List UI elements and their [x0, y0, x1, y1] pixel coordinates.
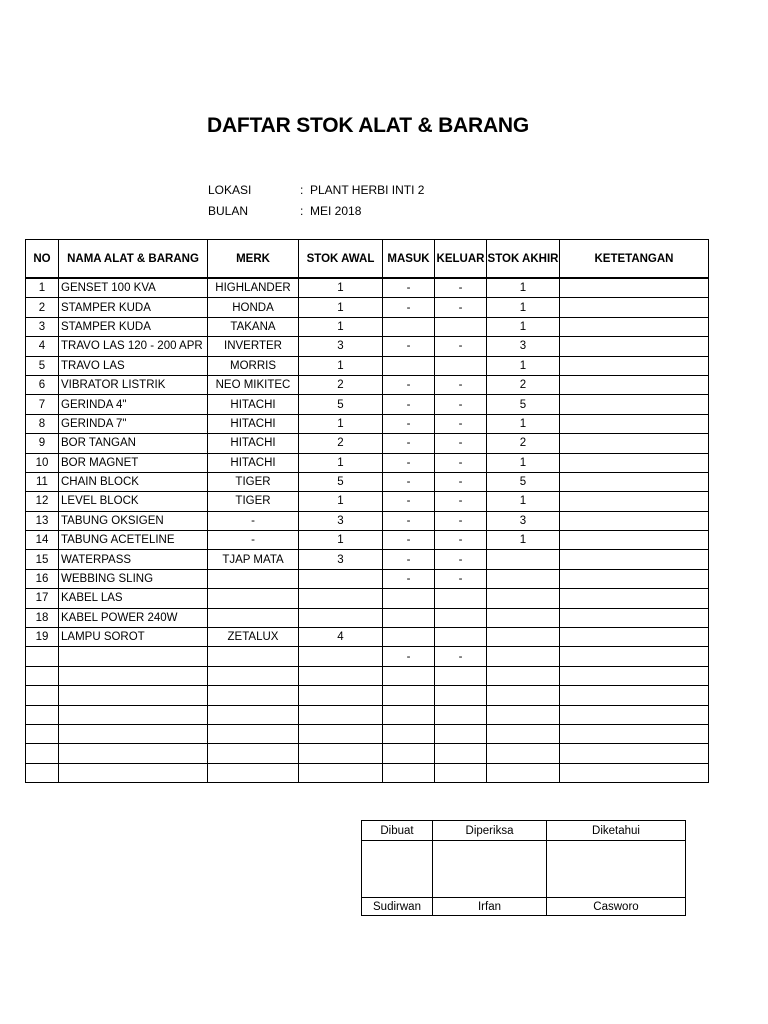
cell-keluar: - [435, 375, 487, 394]
table-row [26, 589, 709, 608]
cell-keterangan [560, 705, 709, 724]
cell-keterangan [560, 375, 709, 394]
col-header-stok-akhir: STOK AKHIR [487, 240, 560, 279]
sign-header-diperiksa: Diperiksa [433, 821, 547, 841]
cell-stok-akhir: 1 [487, 414, 560, 433]
cell-merk [208, 647, 299, 666]
cell-keluar [435, 317, 487, 336]
cell-keterangan [560, 589, 709, 608]
cell-stok-akhir: 1 [487, 317, 560, 336]
cell-merk: TJAP MATA [208, 550, 299, 569]
cell-keluar: - [435, 550, 487, 569]
cell-keluar: - [435, 531, 487, 550]
table-row [26, 763, 709, 782]
cell-stok-akhir: 1 [487, 298, 560, 317]
cell-no: 12 [26, 492, 59, 511]
cell-masuk [383, 589, 435, 608]
cell-nama: BOR MAGNET [59, 453, 208, 472]
cell-keterangan [560, 278, 709, 298]
cell-keterangan [560, 298, 709, 317]
cell-stok-akhir [487, 589, 560, 608]
cell-merk [208, 589, 299, 608]
cell-stok-akhir: 2 [487, 434, 560, 453]
cell-keluar: - [435, 434, 487, 453]
cell-keterangan [560, 569, 709, 588]
cell-masuk [383, 356, 435, 375]
cell-stok-awal: 1 [299, 453, 383, 472]
cell-keterangan [560, 356, 709, 375]
table-row [26, 511, 709, 530]
cell-merk [208, 666, 299, 685]
cell-keluar: - [435, 647, 487, 666]
cell-nama: KABEL POWER 240W [59, 608, 208, 627]
cell-keluar: - [435, 278, 487, 298]
bulan-label: BULAN [208, 204, 249, 218]
cell-keterangan [560, 531, 709, 550]
sign-header-diketahui: Diketahui [547, 821, 686, 841]
cell-stok-akhir [487, 550, 560, 569]
cell-stok-akhir [487, 763, 560, 782]
cell-keluar: - [435, 492, 487, 511]
cell-no [26, 724, 59, 743]
table-row [26, 395, 709, 414]
cell-merk: TIGER [208, 472, 299, 491]
table-row [26, 628, 709, 647]
table-row [26, 550, 709, 569]
cell-stok-awal [299, 589, 383, 608]
cell-stok-akhir [487, 628, 560, 647]
table-row [26, 414, 709, 433]
cell-nama: VIBRATOR LISTRIK [59, 375, 208, 394]
cell-no: 3 [26, 317, 59, 336]
cell-masuk [383, 705, 435, 724]
cell-stok-awal: 2 [299, 375, 383, 394]
cell-merk: ZETALUX [208, 628, 299, 647]
table-row [26, 434, 709, 453]
cell-keterangan [560, 686, 709, 705]
cell-stok-awal [299, 686, 383, 705]
cell-stok-akhir [487, 666, 560, 685]
cell-keluar: - [435, 337, 487, 356]
signer-name: Casworo [547, 898, 686, 916]
cell-no [26, 763, 59, 782]
cell-stok-awal: 5 [299, 395, 383, 414]
cell-no [26, 647, 59, 666]
table-row [26, 531, 709, 550]
cell-nama: GERINDA 4" [59, 395, 208, 414]
cell-masuk [383, 608, 435, 627]
cell-no: 1 [26, 278, 59, 298]
cell-no [26, 705, 59, 724]
cell-stok-awal [299, 608, 383, 627]
cell-stok-awal [299, 569, 383, 588]
cell-keluar: - [435, 414, 487, 433]
table-row [26, 569, 709, 588]
cell-keterangan [560, 395, 709, 414]
cell-nama: GERINDA 7" [59, 414, 208, 433]
cell-no: 19 [26, 628, 59, 647]
cell-nama: WEBBING SLING [59, 569, 208, 588]
cell-masuk: - [383, 375, 435, 394]
cell-nama: TRAVO LAS [59, 356, 208, 375]
signature-space-row [362, 841, 686, 898]
cell-stok-awal: 2 [299, 434, 383, 453]
col-header-keterangan: KETETANGAN [560, 240, 709, 279]
cell-nama [59, 666, 208, 685]
signature-box [547, 841, 686, 898]
cell-keterangan [560, 492, 709, 511]
table-row [26, 744, 709, 763]
cell-stok-awal: 1 [299, 492, 383, 511]
cell-masuk: - [383, 414, 435, 433]
cell-merk: HITACHI [208, 414, 299, 433]
cell-keluar [435, 705, 487, 724]
cell-merk: TIGER [208, 492, 299, 511]
cell-stok-akhir [487, 686, 560, 705]
cell-masuk: - [383, 531, 435, 550]
cell-keterangan [560, 628, 709, 647]
page-title: DAFTAR STOK ALAT & BARANG [207, 114, 530, 137]
cell-merk [208, 569, 299, 588]
cell-nama: TABUNG ACETELINE [59, 531, 208, 550]
cell-stok-akhir: 5 [487, 395, 560, 414]
cell-merk: HITACHI [208, 434, 299, 453]
cell-masuk: - [383, 453, 435, 472]
cell-keterangan [560, 608, 709, 627]
cell-merk: MORRIS [208, 356, 299, 375]
signature-header-row [362, 821, 686, 841]
cell-merk: - [208, 511, 299, 530]
table-row [26, 453, 709, 472]
cell-stok-awal: 1 [299, 298, 383, 317]
cell-nama: STAMPER KUDA [59, 298, 208, 317]
col-header-keluar: KELUAR [435, 240, 487, 279]
cell-nama: WATERPASS [59, 550, 208, 569]
cell-stok-akhir: 2 [487, 375, 560, 394]
cell-nama [59, 686, 208, 705]
cell-no: 8 [26, 414, 59, 433]
cell-stok-akhir: 1 [487, 531, 560, 550]
cell-stok-akhir: 1 [487, 492, 560, 511]
cell-keluar: - [435, 395, 487, 414]
cell-keluar [435, 666, 487, 685]
cell-no: 11 [26, 472, 59, 491]
cell-masuk: - [383, 472, 435, 491]
table-row [26, 375, 709, 394]
cell-merk [208, 744, 299, 763]
cell-stok-awal: 1 [299, 317, 383, 336]
cell-no: 7 [26, 395, 59, 414]
cell-stok-akhir [487, 724, 560, 743]
table-row [26, 647, 709, 666]
cell-no: 5 [26, 356, 59, 375]
stock-table [25, 239, 709, 783]
cell-merk [208, 724, 299, 743]
cell-nama: TRAVO LAS 120 - 200 APR [59, 337, 208, 356]
cell-merk: HITACHI [208, 395, 299, 414]
cell-stok-awal: 1 [299, 414, 383, 433]
cell-merk: NEO MIKITEC [208, 375, 299, 394]
table-header-row [26, 240, 709, 279]
cell-masuk: - [383, 492, 435, 511]
cell-stok-awal [299, 647, 383, 666]
cell-no [26, 744, 59, 763]
cell-stok-akhir: 3 [487, 511, 560, 530]
cell-nama: GENSET 100 KVA [59, 278, 208, 298]
cell-no: 15 [26, 550, 59, 569]
table-row [26, 317, 709, 336]
cell-masuk: - [383, 395, 435, 414]
cell-stok-awal: 1 [299, 278, 383, 298]
lokasi-separator: : [300, 183, 304, 197]
cell-keluar [435, 608, 487, 627]
cell-keterangan [560, 763, 709, 782]
cell-nama [59, 724, 208, 743]
table-row [26, 278, 709, 298]
cell-stok-akhir: 5 [487, 472, 560, 491]
bulan-value: MEI 2018 [310, 204, 362, 218]
cell-keluar: - [435, 569, 487, 588]
cell-keluar [435, 589, 487, 608]
cell-keterangan [560, 511, 709, 530]
cell-stok-awal: 3 [299, 550, 383, 569]
cell-merk [208, 686, 299, 705]
cell-masuk: - [383, 337, 435, 356]
cell-no: 6 [26, 375, 59, 394]
cell-nama: LAMPU SOROT [59, 628, 208, 647]
cell-stok-akhir: 1 [487, 356, 560, 375]
cell-keluar [435, 356, 487, 375]
signature-box [362, 841, 433, 898]
col-header-merk: MERK [208, 240, 299, 279]
cell-no: 4 [26, 337, 59, 356]
cell-keterangan [560, 724, 709, 743]
meta-lokasi [208, 183, 424, 197]
cell-merk: HONDA [208, 298, 299, 317]
cell-stok-awal: 4 [299, 628, 383, 647]
cell-stok-awal [299, 744, 383, 763]
cell-stok-akhir: 3 [487, 337, 560, 356]
cell-merk: HITACHI [208, 453, 299, 472]
signer-name: Sudirwan [362, 898, 433, 916]
cell-nama: KABEL LAS [59, 589, 208, 608]
cell-keterangan [560, 666, 709, 685]
meta-bulan [208, 204, 361, 218]
cell-keterangan [560, 337, 709, 356]
cell-stok-awal: 3 [299, 337, 383, 356]
table-row [26, 356, 709, 375]
cell-keluar [435, 686, 487, 705]
cell-keterangan [560, 414, 709, 433]
signer-name: Irfan [433, 898, 547, 916]
cell-nama: LEVEL BLOCK [59, 492, 208, 511]
cell-keluar [435, 628, 487, 647]
cell-stok-awal: 1 [299, 356, 383, 375]
cell-stok-awal [299, 705, 383, 724]
cell-no: 18 [26, 608, 59, 627]
bulan-separator: : [300, 204, 304, 218]
cell-keterangan [560, 647, 709, 666]
cell-masuk [383, 686, 435, 705]
cell-masuk [383, 317, 435, 336]
cell-nama: TABUNG OKSIGEN [59, 511, 208, 530]
cell-no: 2 [26, 298, 59, 317]
cell-masuk: - [383, 511, 435, 530]
cell-masuk: - [383, 434, 435, 453]
col-header-masuk: MASUK [383, 240, 435, 279]
cell-merk: - [208, 531, 299, 550]
cell-nama: CHAIN BLOCK [59, 472, 208, 491]
sign-header-dibuat: Dibuat [362, 821, 433, 841]
cell-keluar: - [435, 298, 487, 317]
cell-keluar: - [435, 453, 487, 472]
table-row [26, 492, 709, 511]
cell-nama [59, 763, 208, 782]
signature-table [361, 820, 686, 916]
cell-nama: BOR TANGAN [59, 434, 208, 453]
cell-merk: TAKANA [208, 317, 299, 336]
cell-no [26, 686, 59, 705]
cell-nama: STAMPER KUDA [59, 317, 208, 336]
cell-keterangan [560, 744, 709, 763]
cell-merk: HIGHLANDER [208, 278, 299, 298]
cell-stok-akhir [487, 569, 560, 588]
cell-merk [208, 705, 299, 724]
cell-stok-akhir [487, 647, 560, 666]
cell-stok-awal [299, 666, 383, 685]
cell-merk: INVERTER [208, 337, 299, 356]
cell-stok-awal: 1 [299, 531, 383, 550]
cell-no: 13 [26, 511, 59, 530]
cell-masuk: - [383, 278, 435, 298]
signature-names-row [362, 898, 686, 916]
cell-keluar [435, 744, 487, 763]
cell-merk [208, 608, 299, 627]
table-row [26, 686, 709, 705]
cell-stok-akhir [487, 608, 560, 627]
col-header-no: NO [26, 240, 59, 279]
cell-keterangan [560, 453, 709, 472]
cell-stok-awal [299, 763, 383, 782]
table-row [26, 724, 709, 743]
cell-masuk: - [383, 647, 435, 666]
table-row [26, 337, 709, 356]
cell-keterangan [560, 317, 709, 336]
cell-masuk [383, 724, 435, 743]
cell-nama [59, 705, 208, 724]
cell-keterangan [560, 550, 709, 569]
cell-masuk: - [383, 550, 435, 569]
cell-keluar: - [435, 511, 487, 530]
table-body [26, 278, 709, 783]
cell-stok-awal: 3 [299, 511, 383, 530]
cell-no: 9 [26, 434, 59, 453]
table-row [26, 608, 709, 627]
cell-masuk [383, 763, 435, 782]
cell-keterangan [560, 472, 709, 491]
cell-no: 10 [26, 453, 59, 472]
lokasi-value: PLANT HERBI INTI 2 [310, 183, 425, 197]
cell-masuk [383, 666, 435, 685]
cell-merk [208, 763, 299, 782]
cell-stok-akhir [487, 705, 560, 724]
cell-masuk: - [383, 298, 435, 317]
table-row [26, 705, 709, 724]
table-row [26, 298, 709, 317]
table-row [26, 472, 709, 491]
cell-stok-akhir [487, 744, 560, 763]
cell-masuk: - [383, 569, 435, 588]
signature-box [433, 841, 547, 898]
cell-stok-awal: 5 [299, 472, 383, 491]
cell-keluar: - [435, 472, 487, 491]
cell-keluar [435, 724, 487, 743]
lokasi-label: LOKASI [208, 183, 252, 197]
cell-no: 17 [26, 589, 59, 608]
cell-masuk [383, 744, 435, 763]
cell-nama [59, 744, 208, 763]
table-row [26, 666, 709, 685]
cell-stok-awal [299, 724, 383, 743]
cell-no: 14 [26, 531, 59, 550]
cell-stok-akhir: 1 [487, 453, 560, 472]
cell-no [26, 666, 59, 685]
cell-nama [59, 647, 208, 666]
cell-keterangan [560, 434, 709, 453]
cell-masuk [383, 628, 435, 647]
cell-stok-akhir: 1 [487, 278, 560, 298]
col-header-nama: NAMA ALAT & BARANG [59, 240, 208, 279]
cell-keluar [435, 763, 487, 782]
col-header-stok-awal: STOK AWAL [299, 240, 383, 279]
cell-no: 16 [26, 569, 59, 588]
